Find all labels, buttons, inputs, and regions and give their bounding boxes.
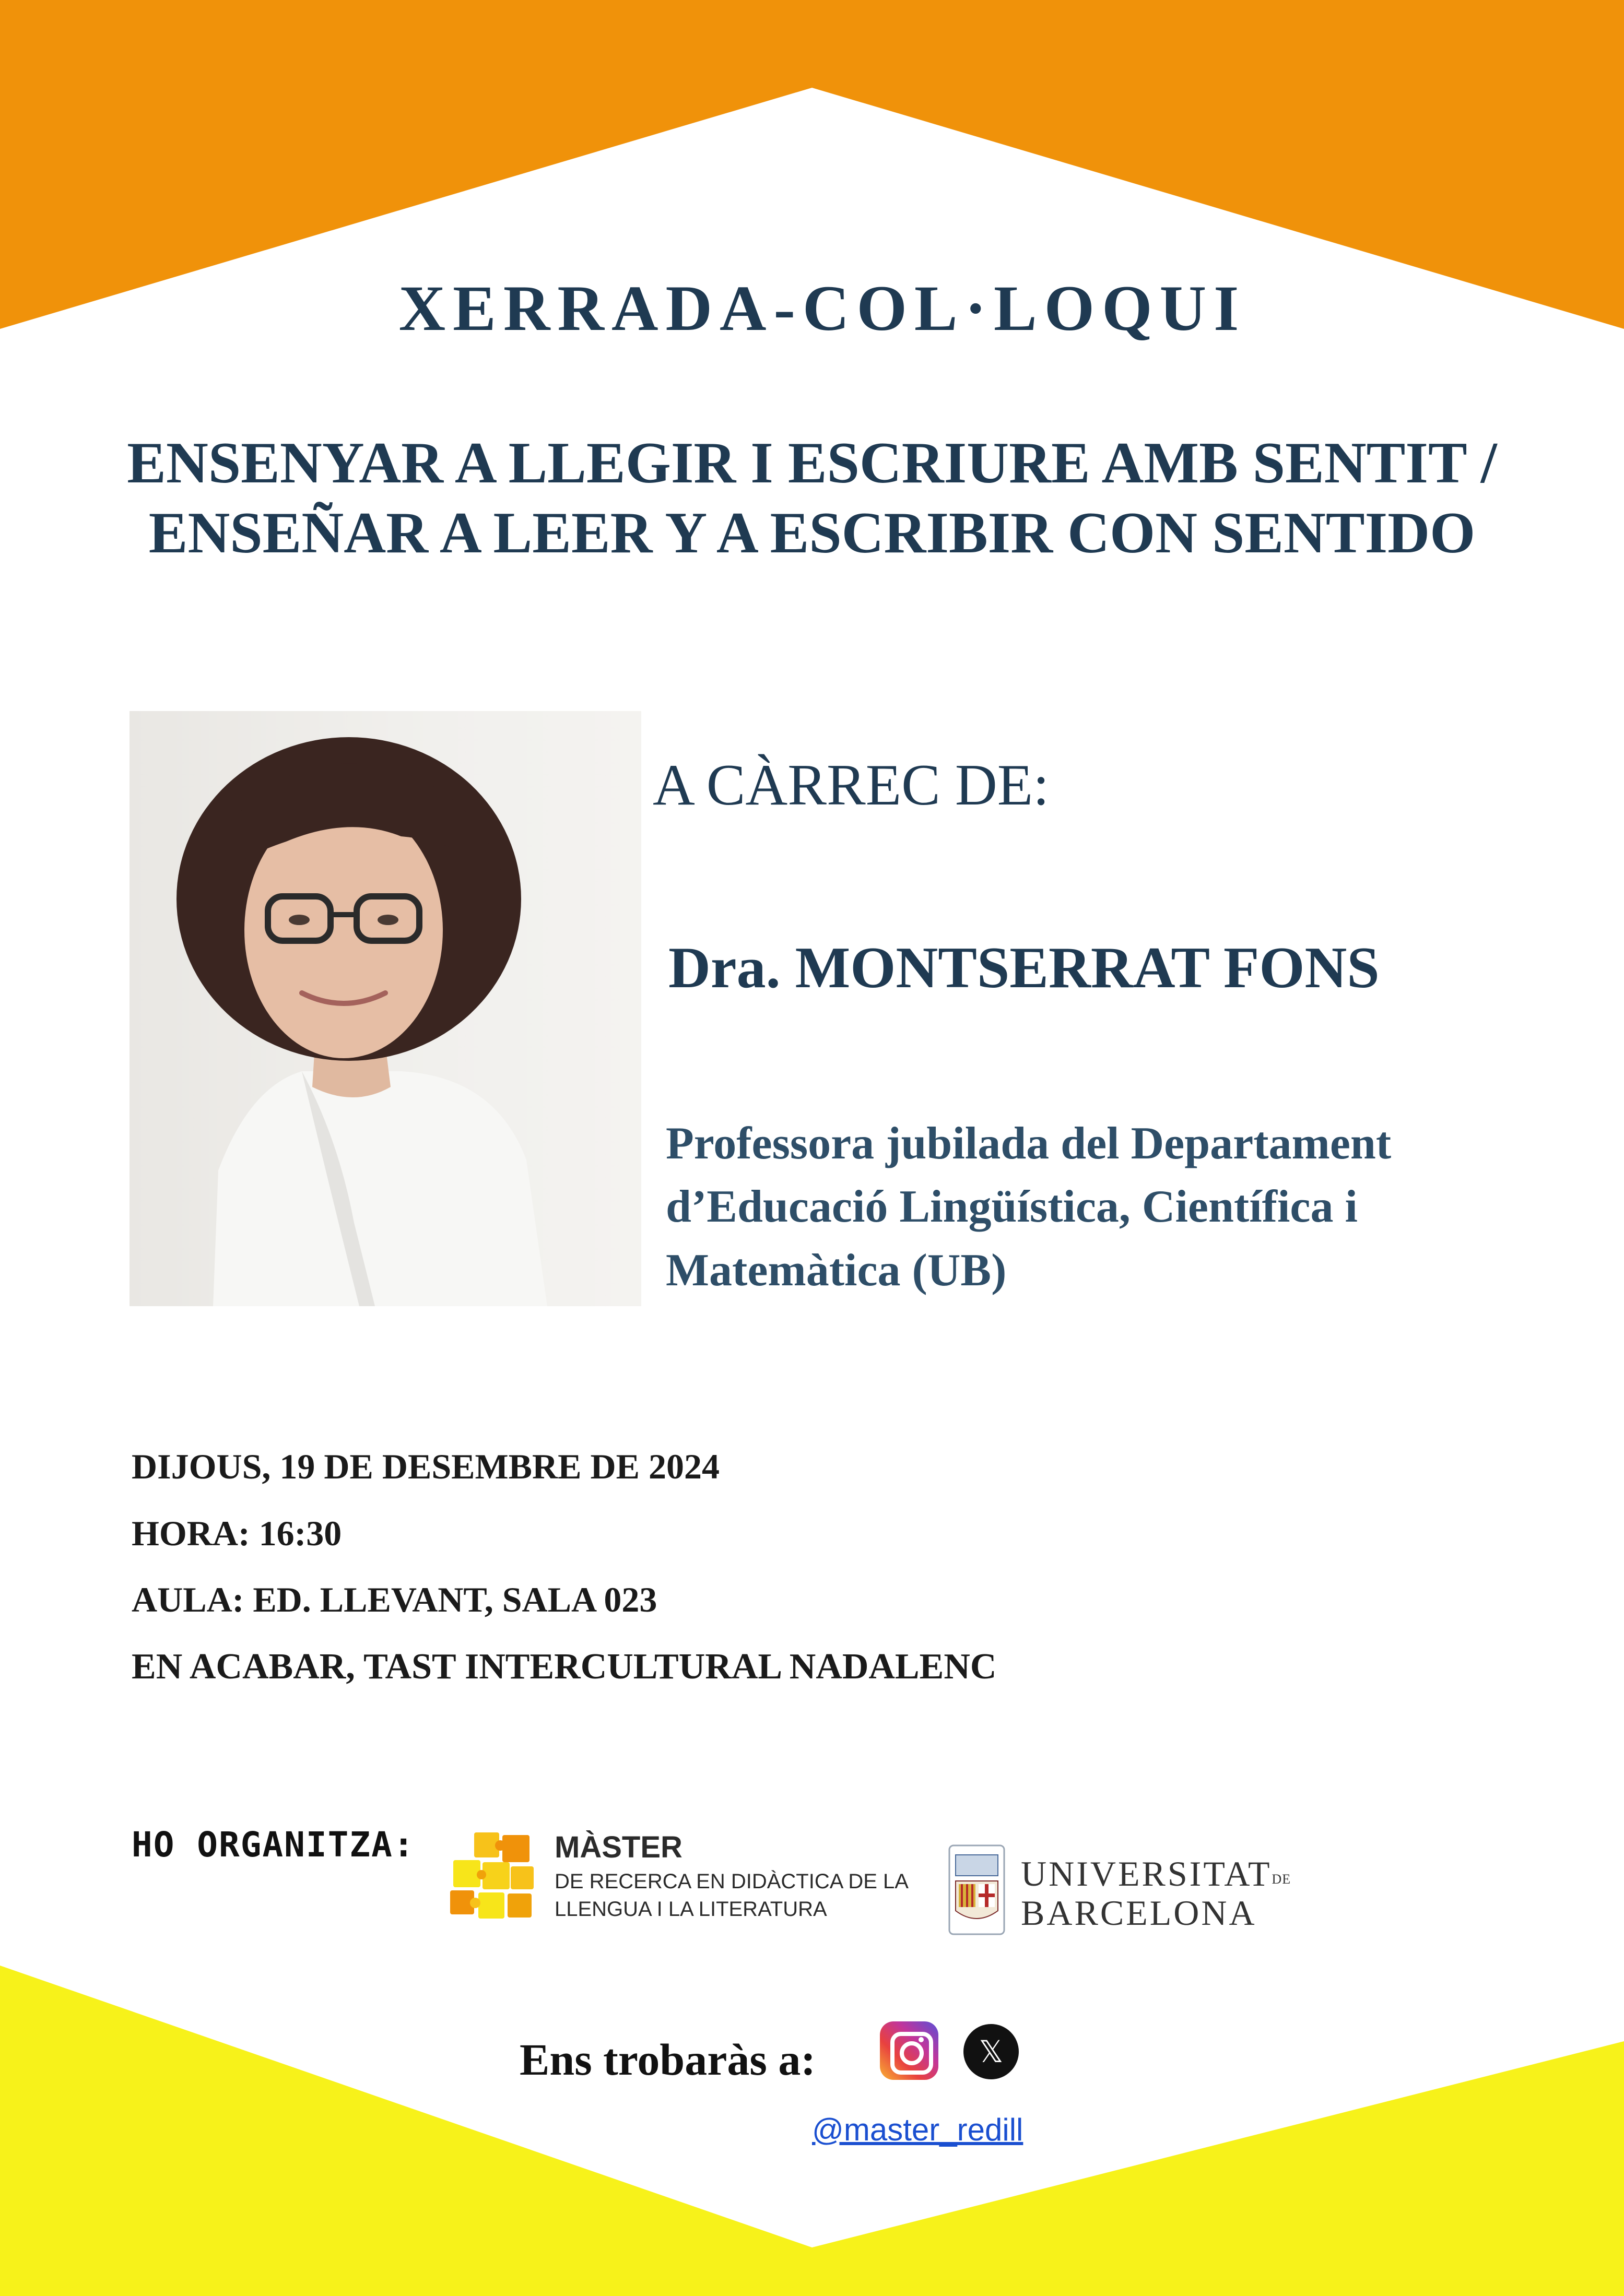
ub-de: DE: [1272, 1872, 1291, 1887]
speaker-photo: [130, 711, 641, 1306]
event-extra: EN ACABAR, TAST INTERCULTURAL NADALENC: [132, 1647, 997, 1687]
event-kicker: XERRADA-COL·LOQUI: [398, 273, 1246, 344]
social-handle-link[interactable]: @master_redill: [812, 2112, 1023, 2147]
affiliation-line: d’Educació Lingüística, Científica i: [666, 1181, 1358, 1233]
ub-universitat: UNIVERSITAT: [1021, 1854, 1272, 1893]
speaker-intro: A CÀRREC DE:: [653, 753, 1050, 818]
speaker-affiliation: [666, 1112, 1554, 1302]
ub-seal-icon: [944, 1840, 1009, 1939]
follow-label: Ens trobaràs a:: [520, 2034, 816, 2085]
title-line-catalan: ENSENYAR A LLEGIR I ESCRIURE AMB SENTIT /: [127, 431, 1497, 495]
ub-name-line2: BARCELONA: [1021, 1893, 1257, 1933]
ub-name-line1: [1021, 1853, 1291, 1895]
master-title: MÀSTER: [555, 1830, 682, 1864]
event-title: [0, 428, 1624, 569]
instagram-icon[interactable]: [880, 2021, 938, 2080]
speaker-name: Dra. MONTSERRAT FONS: [668, 936, 1380, 1000]
event-date: DIJOUS, 19 DE DESEMBRE DE 2024: [132, 1447, 720, 1486]
event-room: AULA: ED. LLEVANT, SALA 023: [132, 1580, 657, 1619]
x-icon[interactable]: 𝕏: [963, 2024, 1019, 2079]
event-time: HORA: 16:30: [132, 1513, 342, 1553]
master-subtitle: [555, 1868, 909, 1923]
organizers-label: HO ORGANITZA:: [132, 1825, 415, 1865]
title-line-spanish: ENSEÑAR A LEER Y A ESCRIBIR CON SENTIDO: [148, 501, 1476, 566]
affiliation-line: Matemàtica (UB): [666, 1245, 1007, 1296]
master-subtitle-line: LLENGUA I LA LITERATURA: [555, 1897, 827, 1921]
affiliation-line: Professora jubilada del Departament: [666, 1118, 1392, 1169]
master-puzzle-logo: [448, 1830, 537, 1924]
master-subtitle-line: DE RECERCA EN DIDÀCTICA DE LA: [555, 1870, 909, 1893]
